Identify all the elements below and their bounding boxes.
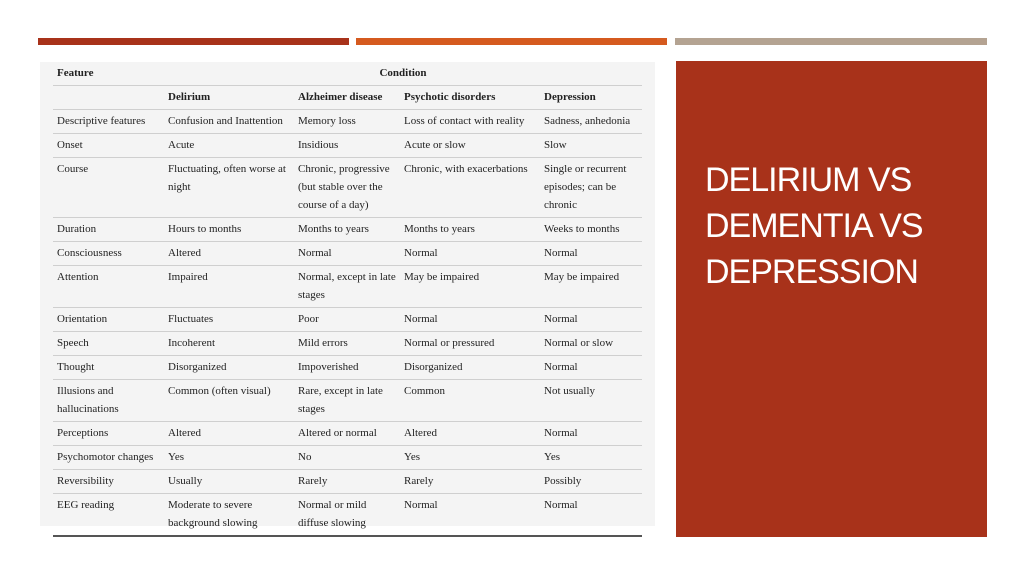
table-cell: Incoherent <box>164 332 294 356</box>
table-cell: Months to years <box>400 218 540 242</box>
row-feature-cell: Thought <box>53 356 164 380</box>
table-cell: Sadness, anhedonia <box>540 110 642 134</box>
column-header: Psychotic disorders <box>400 86 540 110</box>
table-cell: Normal, except in late stages <box>294 266 400 308</box>
table-cell: Loss of contact with reality <box>400 110 540 134</box>
table-cell: Possibly <box>540 470 642 494</box>
table-cell: Normal or pressured <box>400 332 540 356</box>
row-feature-cell: Consciousness <box>53 242 164 266</box>
row-feature-cell: EEG reading <box>53 494 164 537</box>
row-feature-cell: Duration <box>53 218 164 242</box>
table-row <box>53 332 642 356</box>
table-cell: Rare, except in late stages <box>294 380 400 422</box>
table-cell: Chronic, progressive (but stable over the course of a day) <box>294 158 400 218</box>
table-body <box>53 110 642 537</box>
table-cell: Usually <box>164 470 294 494</box>
table-cell: Weeks to months <box>540 218 642 242</box>
title-line: DEPRESSION <box>705 253 918 291</box>
table-cell: Normal or mild diffuse slowing <box>294 494 400 537</box>
table-cell: Altered <box>164 422 294 446</box>
table-cell: Acute or slow <box>400 134 540 158</box>
table-row <box>53 134 642 158</box>
row-feature-cell: Attention <box>53 266 164 308</box>
table-cell: Mild errors <box>294 332 400 356</box>
column-header: Alzheimer disease <box>294 86 400 110</box>
feature-header: Feature <box>53 62 164 86</box>
table-cell: Normal <box>540 308 642 332</box>
table-cell: Impaired <box>164 266 294 308</box>
row-feature-cell: Speech <box>53 332 164 356</box>
table-cell: May be impaired <box>400 266 540 308</box>
title-line: DELIRIUM VS <box>705 161 912 199</box>
table-cell: Normal <box>294 242 400 266</box>
table-row <box>53 380 642 422</box>
accent-bar-orange <box>356 38 667 45</box>
table-cell: Impoverished <box>294 356 400 380</box>
table-cell: Disorganized <box>400 356 540 380</box>
table-cell: Normal <box>540 422 642 446</box>
table-cell: Not usually <box>540 380 642 422</box>
table-row <box>53 242 642 266</box>
table-cell: Memory loss <box>294 110 400 134</box>
column-header: Delirium <box>164 86 294 110</box>
accent-bar-tan <box>675 38 987 45</box>
table-cell: Single or recurrent episodes; can be chronic <box>540 158 642 218</box>
table-cell: Altered <box>164 242 294 266</box>
table-cell: Poor <box>294 308 400 332</box>
table-row <box>53 308 642 332</box>
table-row <box>53 218 642 242</box>
table-cell: Fluctuates <box>164 308 294 332</box>
table-cell: Yes <box>164 446 294 470</box>
table-cell: Normal or slow <box>540 332 642 356</box>
row-feature-cell: Psychomotor changes <box>53 446 164 470</box>
row-feature-cell: Onset <box>53 134 164 158</box>
table-row <box>53 356 642 380</box>
table-cell: Moderate to severe background slowing <box>164 494 294 537</box>
comparison-table-panel <box>40 62 655 529</box>
table-cell: Insidious <box>294 134 400 158</box>
table-cell: Normal <box>540 494 642 537</box>
title-line: DEMENTIA VS <box>705 207 923 245</box>
row-feature-cell: Reversibility <box>53 470 164 494</box>
table-cell: No <box>294 446 400 470</box>
table-cell: Acute <box>164 134 294 158</box>
table-cell: Yes <box>400 446 540 470</box>
table-cell: Common <box>400 380 540 422</box>
table-cell: Fluctuating, often worse at night <box>164 158 294 218</box>
row-feature-cell: Perceptions <box>53 422 164 446</box>
table-row <box>53 158 642 218</box>
table-row <box>53 422 642 446</box>
table-cell: Altered or normal <box>294 422 400 446</box>
table-row <box>53 110 642 134</box>
row-feature-cell: Illusions and hallucinations <box>53 380 164 422</box>
row-feature-cell: Descriptive features <box>53 110 164 134</box>
table-cell: Hours to months <box>164 218 294 242</box>
table-row <box>53 266 642 308</box>
condition-header: Condition <box>164 62 642 86</box>
row-feature-cell: Course <box>53 158 164 218</box>
table-cell: Rarely <box>400 470 540 494</box>
table-cell: Normal <box>540 242 642 266</box>
title-panel <box>676 61 987 537</box>
table-row <box>53 446 642 470</box>
table-cell: Normal <box>400 242 540 266</box>
table-cell: Confusion and Inattention <box>164 110 294 134</box>
table-cell: Yes <box>540 446 642 470</box>
table-cell: Slow <box>540 134 642 158</box>
column-header: Depression <box>540 86 642 110</box>
row-feature-cell: Orientation <box>53 308 164 332</box>
table-cell: Chronic, with exacerbations <box>400 158 540 218</box>
table-cell: Normal <box>400 308 540 332</box>
table-cell: Normal <box>540 356 642 380</box>
table-cell: Normal <box>400 494 540 537</box>
table-cell: Months to years <box>294 218 400 242</box>
comparison-table <box>53 62 642 537</box>
table-cell: Common (often visual) <box>164 380 294 422</box>
table-row <box>53 470 642 494</box>
table-cell: Disorganized <box>164 356 294 380</box>
feature-header-spacer <box>53 86 164 110</box>
table-cell: Altered <box>400 422 540 446</box>
table-row <box>53 494 642 537</box>
table-cell: May be impaired <box>540 266 642 308</box>
slide-title <box>705 157 975 295</box>
table-cell: Rarely <box>294 470 400 494</box>
accent-bar-red <box>38 38 349 45</box>
